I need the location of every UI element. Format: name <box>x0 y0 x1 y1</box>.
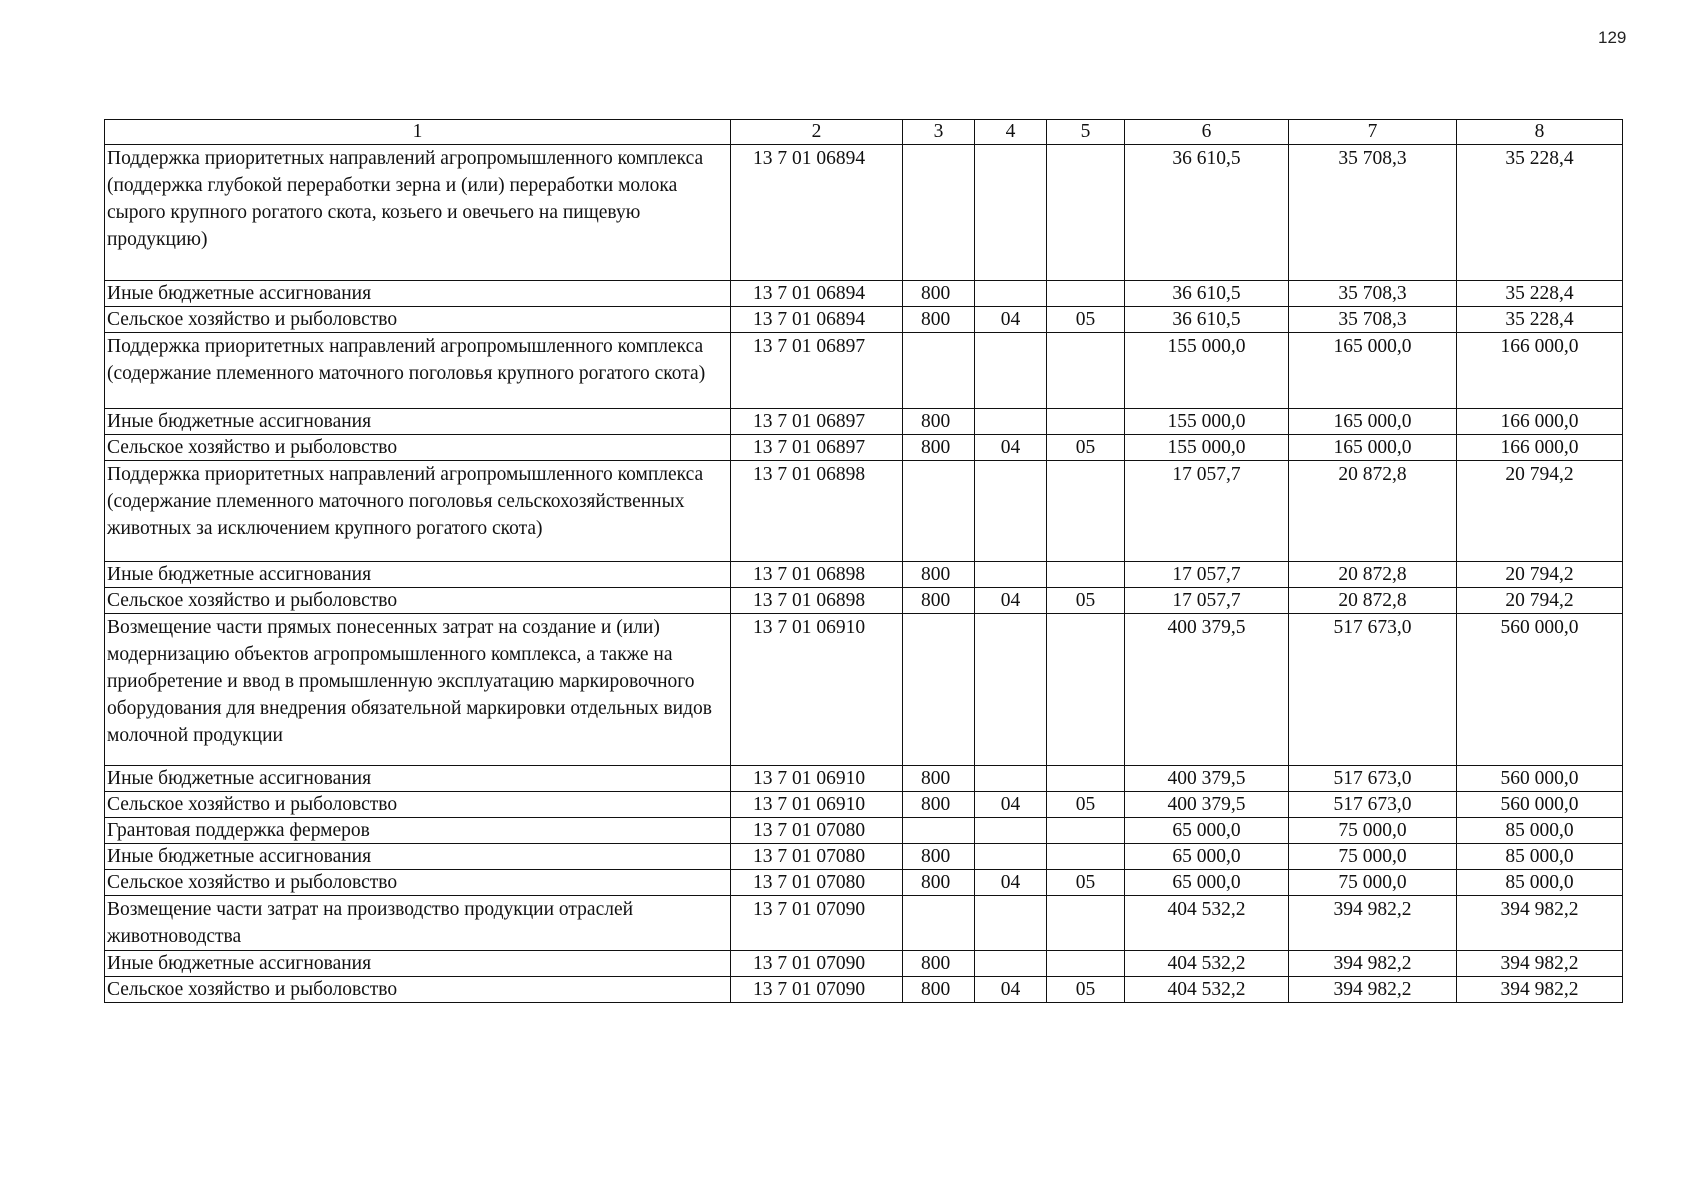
table-row <box>105 145 1623 281</box>
cell-col5 <box>1047 333 1125 409</box>
table-row <box>105 951 1623 977</box>
cell-col5 <box>1047 461 1125 562</box>
cell-col5 <box>1047 844 1125 870</box>
cell-col3: 800 <box>903 307 975 333</box>
cell-value-7: 394 982,2 <box>1289 977 1457 1003</box>
cell-value-8: 35 228,4 <box>1457 307 1623 333</box>
page-number: 129 <box>1598 28 1627 47</box>
cell-col4 <box>975 461 1047 562</box>
cell-value-6: 17 057,7 <box>1125 562 1289 588</box>
cell-value-7: 20 872,8 <box>1289 588 1457 614</box>
cell-name: Возмещение части затрат на производство продукции отраслей животноводства <box>105 896 731 951</box>
cell-value-6: 404 532,2 <box>1125 951 1289 977</box>
cell-code: 13 7 01 06910 <box>731 766 903 792</box>
column-header: 4 <box>975 120 1047 145</box>
cell-code: 13 7 01 06898 <box>731 562 903 588</box>
cell-value-8: 560 000,0 <box>1457 792 1623 818</box>
cell-value-7: 394 982,2 <box>1289 951 1457 977</box>
cell-code: 13 7 01 06910 <box>731 792 903 818</box>
cell-value-8: 35 228,4 <box>1457 281 1623 307</box>
cell-value-7: 165 000,0 <box>1289 435 1457 461</box>
cell-value-7: 394 982,2 <box>1289 896 1457 951</box>
cell-name: Сельское хозяйство и рыболовство <box>105 435 731 461</box>
cell-code: 13 7 01 07080 <box>731 818 903 844</box>
table-row <box>105 870 1623 896</box>
cell-code: 13 7 01 06897 <box>731 435 903 461</box>
cell-name: Иные бюджетные ассигнования <box>105 844 731 870</box>
cell-value-8: 85 000,0 <box>1457 818 1623 844</box>
cell-name: Возмещение части прямых понесенных затрат на создание и (или) модернизацию объектов агропромышленного комплекса, а также на приобретение и ввод в промышленную эксплуатацию маркировочного оборудования для внедрения обязательной маркировки отдельных видов молочной продукции <box>105 614 731 766</box>
cell-value-6: 36 610,5 <box>1125 145 1289 281</box>
cell-col5: 05 <box>1047 977 1125 1003</box>
table-row <box>105 307 1623 333</box>
cell-name: Иные бюджетные ассигнования <box>105 766 731 792</box>
cell-code: 13 7 01 07080 <box>731 844 903 870</box>
table-row <box>105 818 1623 844</box>
table-row <box>105 435 1623 461</box>
cell-name: Поддержка приоритетных направлений агропромышленного комплекса (поддержка глубокой переработки зерна и (или) переработки молока сырого крупного рогатого скота, козьего и овечьего на пищевую продукцию) <box>105 145 731 281</box>
cell-col4 <box>975 333 1047 409</box>
cell-col5: 05 <box>1047 435 1125 461</box>
cell-value-7: 35 708,3 <box>1289 145 1457 281</box>
cell-value-7: 35 708,3 <box>1289 307 1457 333</box>
cell-col3 <box>903 818 975 844</box>
cell-col3 <box>903 145 975 281</box>
cell-col4 <box>975 409 1047 435</box>
cell-value-7: 517 673,0 <box>1289 614 1457 766</box>
cell-col4 <box>975 766 1047 792</box>
cell-col4 <box>975 145 1047 281</box>
cell-code: 13 7 01 06897 <box>731 333 903 409</box>
table-row <box>105 409 1623 435</box>
column-header: 1 <box>105 120 731 145</box>
cell-code: 13 7 01 06898 <box>731 461 903 562</box>
cell-col5 <box>1047 562 1125 588</box>
cell-value-6: 65 000,0 <box>1125 870 1289 896</box>
cell-col4: 04 <box>975 870 1047 896</box>
cell-value-7: 75 000,0 <box>1289 844 1457 870</box>
cell-col3: 800 <box>903 435 975 461</box>
cell-col4 <box>975 818 1047 844</box>
cell-code: 13 7 01 07090 <box>731 951 903 977</box>
cell-col3: 800 <box>903 281 975 307</box>
table-row <box>105 461 1623 562</box>
cell-col5: 05 <box>1047 792 1125 818</box>
cell-name: Грантовая поддержка фермеров <box>105 818 731 844</box>
table-row <box>105 281 1623 307</box>
cell-name: Сельское хозяйство и рыболовство <box>105 977 731 1003</box>
cell-col5 <box>1047 281 1125 307</box>
budget-table <box>104 119 1623 1003</box>
cell-name: Иные бюджетные ассигнования <box>105 409 731 435</box>
cell-col3 <box>903 333 975 409</box>
cell-name: Сельское хозяйство и рыболовство <box>105 792 731 818</box>
cell-code: 13 7 01 06894 <box>731 307 903 333</box>
table-row <box>105 844 1623 870</box>
cell-col3 <box>903 614 975 766</box>
table-row <box>105 562 1623 588</box>
cell-col4: 04 <box>975 435 1047 461</box>
cell-code: 13 7 01 06894 <box>731 281 903 307</box>
cell-col3: 800 <box>903 588 975 614</box>
cell-col4 <box>975 614 1047 766</box>
cell-col3: 800 <box>903 951 975 977</box>
cell-value-7: 165 000,0 <box>1289 409 1457 435</box>
cell-name: Сельское хозяйство и рыболовство <box>105 870 731 896</box>
cell-code: 13 7 01 07090 <box>731 896 903 951</box>
cell-value-8: 166 000,0 <box>1457 435 1623 461</box>
cell-name: Иные бюджетные ассигнования <box>105 951 731 977</box>
cell-col3: 800 <box>903 844 975 870</box>
cell-code: 13 7 01 07090 <box>731 977 903 1003</box>
cell-value-8: 85 000,0 <box>1457 870 1623 896</box>
column-header: 7 <box>1289 120 1457 145</box>
cell-value-7: 20 872,8 <box>1289 461 1457 562</box>
cell-value-8: 35 228,4 <box>1457 145 1623 281</box>
cell-code: 13 7 01 06897 <box>731 409 903 435</box>
cell-value-8: 20 794,2 <box>1457 461 1623 562</box>
cell-col5 <box>1047 896 1125 951</box>
cell-col5 <box>1047 818 1125 844</box>
cell-col5 <box>1047 614 1125 766</box>
cell-value-7: 20 872,8 <box>1289 562 1457 588</box>
cell-code: 13 7 01 06898 <box>731 588 903 614</box>
table-row <box>105 333 1623 409</box>
cell-value-6: 36 610,5 <box>1125 281 1289 307</box>
cell-col5 <box>1047 766 1125 792</box>
table-row <box>105 977 1623 1003</box>
table-row <box>105 588 1623 614</box>
cell-col3: 800 <box>903 562 975 588</box>
cell-col3 <box>903 896 975 951</box>
cell-name: Сельское хозяйство и рыболовство <box>105 307 731 333</box>
cell-col5: 05 <box>1047 588 1125 614</box>
cell-col4: 04 <box>975 588 1047 614</box>
cell-col4 <box>975 951 1047 977</box>
cell-value-8: 394 982,2 <box>1457 951 1623 977</box>
cell-value-6: 404 532,2 <box>1125 977 1289 1003</box>
cell-value-6: 400 379,5 <box>1125 792 1289 818</box>
cell-name: Иные бюджетные ассигнования <box>105 562 731 588</box>
cell-value-8: 20 794,2 <box>1457 588 1623 614</box>
cell-col4: 04 <box>975 792 1047 818</box>
header-row <box>105 120 1623 145</box>
cell-col5: 05 <box>1047 307 1125 333</box>
cell-value-7: 517 673,0 <box>1289 792 1457 818</box>
cell-value-8: 560 000,0 <box>1457 614 1623 766</box>
cell-col5 <box>1047 409 1125 435</box>
cell-code: 13 7 01 06894 <box>731 145 903 281</box>
table-row <box>105 792 1623 818</box>
cell-value-6: 404 532,2 <box>1125 896 1289 951</box>
cell-col3: 800 <box>903 977 975 1003</box>
cell-col4 <box>975 281 1047 307</box>
cell-value-8: 166 000,0 <box>1457 333 1623 409</box>
cell-col4 <box>975 844 1047 870</box>
cell-value-6: 36 610,5 <box>1125 307 1289 333</box>
column-header: 8 <box>1457 120 1623 145</box>
cell-col4 <box>975 896 1047 951</box>
cell-value-7: 517 673,0 <box>1289 766 1457 792</box>
cell-value-6: 17 057,7 <box>1125 588 1289 614</box>
cell-name: Поддержка приоритетных направлений агропромышленного комплекса (содержание племенного маточного поголовья сельскохозяйственных животных за исключением крупного рогатого скота) <box>105 461 731 562</box>
cell-col4: 04 <box>975 307 1047 333</box>
column-header: 2 <box>731 120 903 145</box>
table-row <box>105 614 1623 766</box>
table-row <box>105 896 1623 951</box>
cell-value-6: 400 379,5 <box>1125 766 1289 792</box>
cell-value-6: 155 000,0 <box>1125 435 1289 461</box>
cell-col5: 05 <box>1047 870 1125 896</box>
cell-value-8: 166 000,0 <box>1457 409 1623 435</box>
cell-value-7: 35 708,3 <box>1289 281 1457 307</box>
column-header: 5 <box>1047 120 1125 145</box>
cell-col5 <box>1047 145 1125 281</box>
cell-value-6: 65 000,0 <box>1125 844 1289 870</box>
cell-name: Поддержка приоритетных направлений агропромышленного комплекса (содержание племенного маточного поголовья крупного рогатого скота) <box>105 333 731 409</box>
cell-value-6: 400 379,5 <box>1125 614 1289 766</box>
table-row <box>105 766 1623 792</box>
cell-value-8: 394 982,2 <box>1457 896 1623 951</box>
cell-col3: 800 <box>903 409 975 435</box>
cell-col4 <box>975 562 1047 588</box>
cell-name: Иные бюджетные ассигнования <box>105 281 731 307</box>
cell-value-8: 394 982,2 <box>1457 977 1623 1003</box>
cell-value-7: 75 000,0 <box>1289 870 1457 896</box>
cell-col3: 800 <box>903 792 975 818</box>
cell-col3 <box>903 461 975 562</box>
cell-value-6: 65 000,0 <box>1125 818 1289 844</box>
cell-col3: 800 <box>903 870 975 896</box>
cell-value-7: 75 000,0 <box>1289 818 1457 844</box>
cell-value-6: 155 000,0 <box>1125 333 1289 409</box>
cell-value-8: 20 794,2 <box>1457 562 1623 588</box>
column-header: 3 <box>903 120 975 145</box>
cell-col3: 800 <box>903 766 975 792</box>
cell-value-6: 17 057,7 <box>1125 461 1289 562</box>
cell-value-8: 85 000,0 <box>1457 844 1623 870</box>
cell-value-8: 560 000,0 <box>1457 766 1623 792</box>
cell-name: Сельское хозяйство и рыболовство <box>105 588 731 614</box>
column-header: 6 <box>1125 120 1289 145</box>
cell-value-7: 165 000,0 <box>1289 333 1457 409</box>
cell-col4: 04 <box>975 977 1047 1003</box>
cell-col5 <box>1047 951 1125 977</box>
cell-value-6: 155 000,0 <box>1125 409 1289 435</box>
cell-code: 13 7 01 07080 <box>731 870 903 896</box>
cell-code: 13 7 01 06910 <box>731 614 903 766</box>
